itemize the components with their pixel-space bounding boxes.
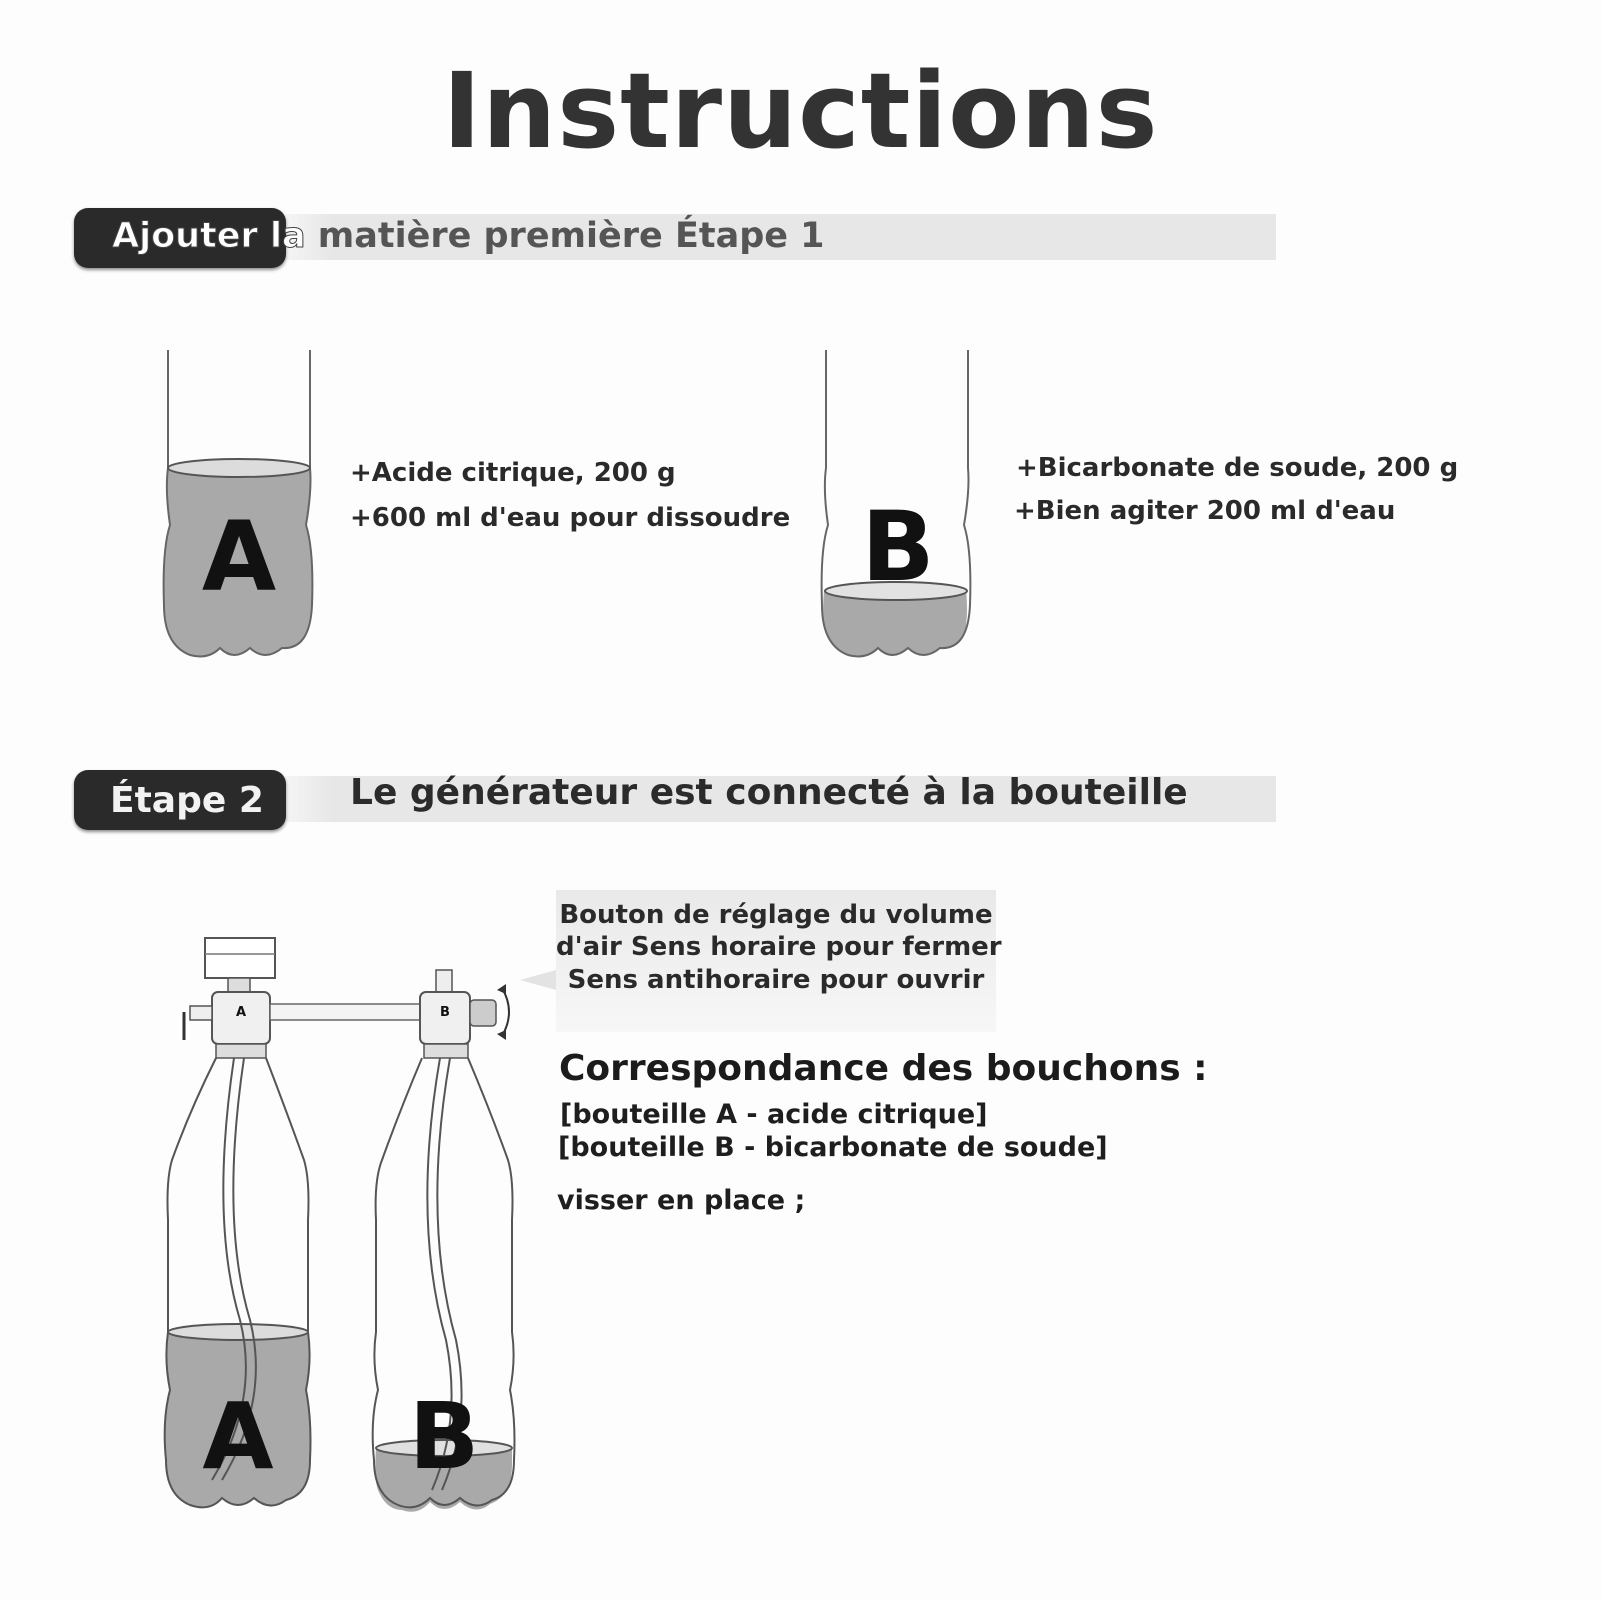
mapping-line-a: [bouteille A - acide citrique] (560, 1099, 988, 1130)
step1-heading-rest: matière première Étape 1 (305, 216, 825, 256)
step2-heading: Le générateur est connecté à la bouteille (350, 772, 1188, 813)
step1-heading (112, 216, 825, 256)
callout-line-3: Sens antihoraire pour ouvrir (567, 965, 985, 995)
callout-line-2: d'air Sens horaire pour fermer (556, 932, 1002, 962)
adjust-knob (470, 1000, 496, 1026)
cap-b-label: B (440, 1005, 450, 1020)
step2-pill-label: Étape 2 (110, 780, 264, 821)
step1-bottle-a-letter: A (201, 501, 277, 613)
mapping-subheading: Correspondance des bouchons : (559, 1048, 1208, 1089)
step2-bottle-a-letter: A (202, 1383, 274, 1490)
step1-b-note-2: +Bien agiter 200 ml d'eau (1014, 496, 1396, 526)
callout-line-1: Bouton de réglage du volume (559, 900, 993, 930)
final-note: visser en place ; (557, 1185, 806, 1216)
step1-bottle-b (808, 350, 988, 670)
pressure-gauge (205, 938, 275, 978)
step2-bottle-b-letter: B (408, 1383, 480, 1490)
step1-bottle-a (150, 350, 330, 670)
step1-bottle-b-letter: B (861, 491, 935, 603)
cap-a-label: A (235, 1005, 247, 1020)
mapping-line-b: [bouteille B - bicarbonate de soude] (558, 1132, 1108, 1163)
callout-pointer (520, 970, 556, 990)
step1-b-note-1: +Bicarbonate de soude, 200 g (1016, 453, 1459, 483)
step1-a-note-2: +600 ml d'eau pour dissoudre (350, 503, 791, 533)
step1-a-note-1: +Acide citrique, 200 g (350, 458, 676, 488)
generator-illustration (150, 920, 570, 1540)
step1-heading-highlight: Ajouter la (112, 216, 306, 256)
page-title: Instructions (442, 50, 1159, 172)
connector-pipe (270, 1004, 420, 1020)
